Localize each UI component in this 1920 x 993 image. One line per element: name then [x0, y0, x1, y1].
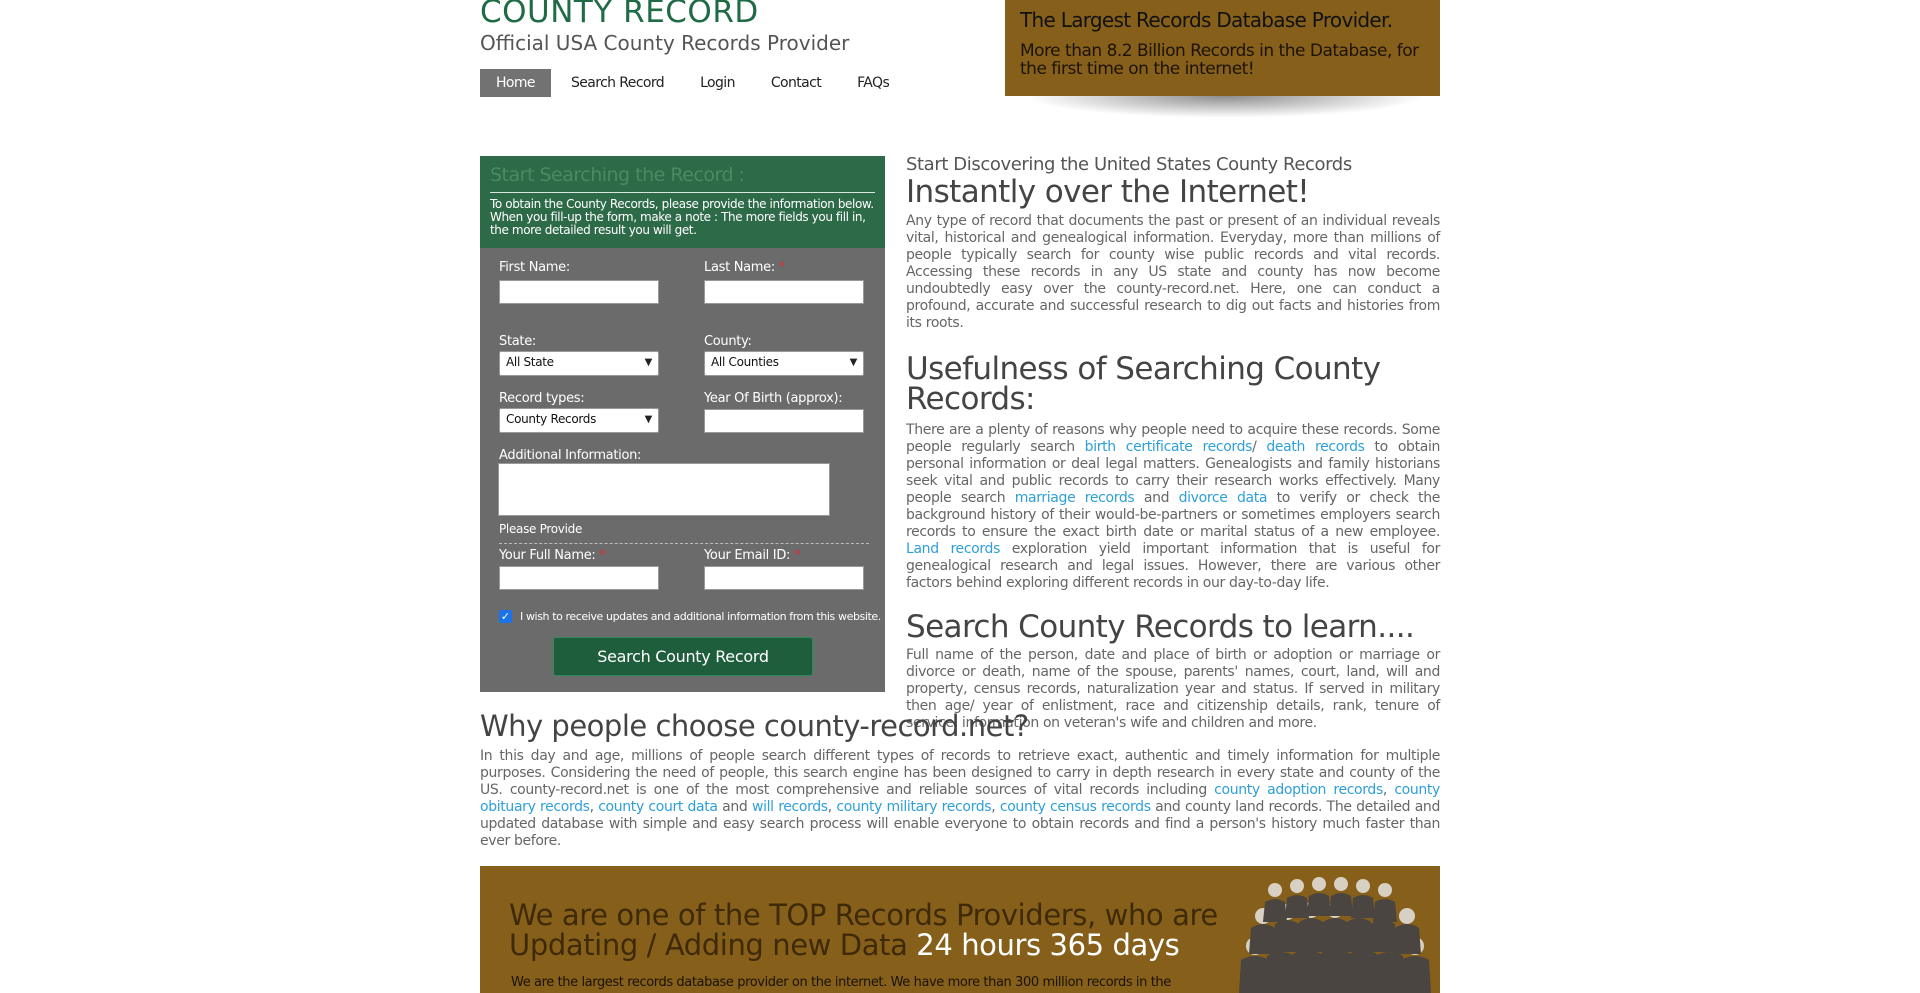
- chevron-down-icon: ▼: [644, 414, 652, 425]
- logo-subtitle: Official USA County Records Provider: [480, 31, 850, 55]
- people-group-image: [1235, 872, 1435, 993]
- site-logo[interactable]: [480, 0, 849, 54]
- record-types-value: County Records: [506, 412, 597, 426]
- full-name-label: Your Full Name: *: [499, 548, 606, 563]
- top-provider-banner: [480, 866, 1440, 993]
- required-marker: *: [793, 548, 801, 563]
- usefulness-text: There are a plenty of reasons why people need to acquire these records. Some people regularly search birth certificate records/ death records to obtain personal information or deal legal matters. Genealogists and family historians seek vital and public records to carry their research works effectively. Many people search marriage records and divorce data to verify or check the background history of their would-be-partners or sometimes employers search records to ensure the exact birth date or marital status of a new employee. Land records exploration yield important information that is useful for genealogical research and legal issues. However, there are various other factors behind exploring different records in our day-to-day life.: [906, 422, 1441, 591]
- content-column: [906, 155, 1440, 732]
- banner-highlight: 24 hours 365 days: [916, 928, 1180, 962]
- county-label: County:: [704, 334, 752, 349]
- nav-login[interactable]: Login: [700, 75, 735, 91]
- nav-faqs[interactable]: FAQs: [857, 75, 890, 91]
- learn-text: Full name of the person, date and place of birth or adoption or marriage or divorce or death, name of the spouse, parents' names, court, land, will and property, census records, naturalization year and status. If served in military then age/ year of enlistment, race and citizenship details, rank, tenure of service, information on veteran's wife and children and more.: [906, 647, 1440, 731]
- last-name-label: Last Name: *: [704, 260, 785, 275]
- promo-heading: The Largest Records Database Provider.: [1020, 8, 1393, 32]
- link-birth-certificate-records[interactable]: birth certificate records: [1084, 439, 1253, 455]
- please-provide-label: Please Provide: [499, 522, 583, 536]
- updates-checkbox-label: I wish to receive updates and additional information from this website.: [520, 610, 881, 623]
- chevron-down-icon: ▼: [644, 357, 652, 368]
- full-name-input[interactable]: [499, 566, 659, 590]
- link-county-court-data[interactable]: county court data: [598, 799, 718, 815]
- main-nav: [480, 69, 905, 97]
- link-will-records[interactable]: will records: [751, 799, 828, 815]
- link-marriage-records[interactable]: marriage records: [1014, 490, 1135, 506]
- link-county-obituary-records[interactable]: county obituary records: [480, 782, 1440, 815]
- first-name-input[interactable]: [499, 280, 659, 304]
- updates-checkbox[interactable]: ✓: [500, 610, 511, 623]
- updates-checkbox-row: [499, 610, 881, 623]
- chevron-down-icon: ▼: [849, 357, 857, 368]
- additional-info-label: Additional Information:: [499, 448, 642, 463]
- search-form: [480, 156, 885, 692]
- email-label: Your Email ID: *: [704, 548, 801, 563]
- nav-search-record[interactable]: Search Record: [570, 75, 665, 91]
- promo-shadow: [1025, 96, 1425, 118]
- state-select[interactable]: [499, 351, 659, 376]
- additional-info-textarea[interactable]: [498, 463, 830, 516]
- intro-heading: Instantly over the Internet!: [906, 174, 1310, 210]
- link-county-military-records[interactable]: county military records: [836, 799, 992, 815]
- search-county-record-button[interactable]: Search County Record: [553, 637, 813, 676]
- state-select-value: All State: [506, 355, 554, 369]
- search-form-rule: [490, 192, 875, 193]
- intro-eyebrow: Start Discovering the United States County Records: [906, 154, 1352, 175]
- usefulness-heading: Usefulness of Searching County Records:: [906, 351, 1381, 417]
- search-form-title: Start Searching the Record :: [490, 164, 745, 186]
- email-input[interactable]: [704, 566, 864, 590]
- record-types-label: Record types:: [499, 391, 585, 406]
- banner-text: We are the largest records database provider on the internet. We have more than 300 million records in the: [511, 975, 1171, 990]
- county-select[interactable]: [704, 351, 864, 376]
- promo-text: More than 8.2 Billion Records in the Database, for the first time on the internet!: [1020, 41, 1419, 79]
- link-county-adoption-records[interactable]: county adoption records: [1214, 782, 1383, 798]
- link-divorce-data[interactable]: divorce data: [1178, 490, 1268, 506]
- logo-title: COUNTY RECORD: [480, 0, 759, 30]
- learn-heading: Search County Records to learn....: [906, 609, 1415, 645]
- intro-text: Any type of record that documents the past or present of an individual reveals vital, historical and genealogical information. Everyday, more than millions of people typically search for county wise public records and vital records. Accessing these records in any US state and county has now become undoubtedly easy over the county-record.net. Here, one can conduct a profound, accurate and successful research to dig out facts and histories from its roots.: [906, 213, 1440, 331]
- why-heading: Why people choose county-record.net?: [480, 709, 1029, 743]
- promo-box: [1005, 0, 1440, 96]
- search-form-intro: To obtain the County Records, please provide the information below. When you fill-up the form, make a note : The more fields you fill in, the more detailed result you will get.: [490, 197, 874, 237]
- required-marker: *: [599, 548, 606, 563]
- year-of-birth-input[interactable]: [704, 409, 864, 433]
- link-county-census-records[interactable]: county census records: [999, 799, 1151, 815]
- record-types-select[interactable]: [499, 408, 659, 433]
- link-land-records[interactable]: Land records: [906, 541, 1001, 557]
- year-of-birth-label: Year Of Birth (approx):: [704, 391, 843, 406]
- nav-contact[interactable]: Contact: [770, 75, 822, 91]
- banner-heading: We are one of the TOP Records Providers, who are Updating / Adding new Data 24 hours 365 days: [509, 898, 1218, 962]
- link-death-records[interactable]: death records: [1266, 439, 1365, 455]
- why-text: In this day and age, millions of people search different types of records to retrieve exact, authentic and timely information for multiple purposes. Considering the need of people, this search engine has been designed to carry in depth research in every state and county of the US. county-record.net is one of the most comprehensive and reliable sources of vital records including county adoption records, county obituary records, county court data and will records, county military records, county census records and county land records. The detailed and updated database with simple and easy search process will enable everyone to obtain records and find a person's history much faster than ever before.: [480, 748, 1440, 849]
- required-marker: *: [778, 260, 785, 275]
- search-form-header: [480, 156, 885, 248]
- nav-home[interactable]: Home: [480, 69, 551, 97]
- first-name-label: First Name:: [499, 260, 570, 275]
- last-name-input[interactable]: [704, 280, 864, 304]
- county-select-value: All Counties: [711, 355, 779, 369]
- state-label: State:: [499, 334, 536, 349]
- why-section: [480, 709, 1440, 850]
- form-divider: [499, 543, 869, 544]
